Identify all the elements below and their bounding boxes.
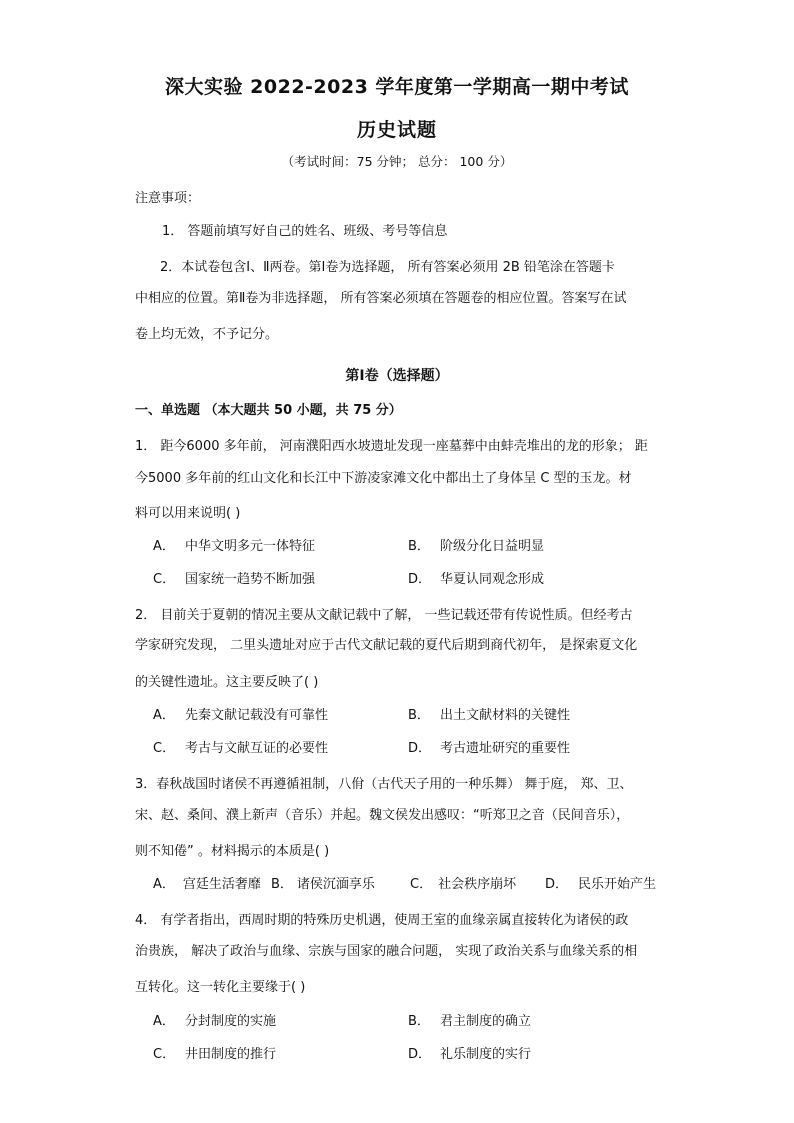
notice-item-2-line-3: 卷上均无效，不予记分。	[135, 327, 279, 342]
option-label: A．	[153, 1014, 175, 1029]
exam-info: （考试时间：75 分钟； 总分： 100 分）	[281, 154, 513, 169]
question-3-option-c[interactable]	[410, 873, 516, 892]
option-label: D．	[408, 741, 432, 756]
notice-heading: 注意事项：	[135, 191, 201, 206]
option-text: 井田制度的推行	[185, 1047, 277, 1062]
question-4-line-2: 治贵族， 解决了政治与血缘、宗族与国家的融合问题， 实现了政治关系与血缘关系的相	[135, 944, 638, 959]
question-3-option-b[interactable]	[271, 873, 375, 892]
option-label: B．	[408, 1014, 430, 1029]
question-3-line-3: 则不知倦” 。材料揭示的本质是( )	[135, 844, 330, 859]
option-label: D．	[408, 1047, 432, 1062]
question-2-option-b[interactable]	[408, 704, 570, 723]
question-4-option-a[interactable]	[153, 1010, 276, 1029]
option-label: B．	[271, 877, 293, 892]
option-label: B．	[408, 539, 430, 554]
question-3-option-a[interactable]	[153, 873, 261, 892]
option-text: 民乐开始产生	[578, 877, 657, 892]
option-text: 宫廷生活奢靡	[182, 877, 261, 892]
option-text: 考古与文献互证的必要性	[185, 741, 329, 756]
option-text: 国家统一趋势不断加强	[185, 572, 316, 587]
question-1-option-c[interactable]	[153, 568, 315, 587]
option-label: A．	[153, 708, 175, 723]
question-2-option-a[interactable]	[153, 704, 328, 723]
option-text: 华夏认同观念形成	[440, 572, 545, 587]
option-label: C．	[153, 741, 176, 756]
option-label: C．	[153, 1047, 176, 1062]
part-heading: 一、单选题 （本大题共 50 小题，共 75 分）	[135, 403, 402, 418]
question-2-option-d[interactable]	[408, 737, 570, 756]
question-2-line-3: 的关键性遗址。这主要反映了( )	[135, 675, 319, 690]
option-label: A．	[153, 539, 175, 554]
subject-title: 历史试题	[356, 119, 437, 141]
question-4-line-1: 4． 有学者指出，西周时期的特殊历史机遇，使周王室的血缘亲属直接转化为诸侯的政	[135, 913, 629, 928]
notice-item-1: 1． 答题前填写好自己的姓名、班级、考号等信息	[162, 224, 448, 239]
question-2-line-2: 学家研究发现， 二里头遗址对应于古代文献记载的夏代后期到商代初年， 是探索夏文化	[135, 638, 638, 653]
option-label: C．	[153, 572, 176, 587]
question-4-option-c[interactable]	[153, 1043, 276, 1062]
option-text: 考古遗址研究的重要性	[440, 741, 571, 756]
option-text: 社会秩序崩坏	[438, 877, 517, 892]
option-text: 先秦文献记载没有可靠性	[185, 708, 329, 723]
question-4-line-3: 互转化。这一转化主要缘于( )	[135, 980, 306, 995]
option-text: 中华文明多元一体特征	[185, 539, 316, 554]
option-text: 君主制度的确立	[440, 1014, 532, 1029]
question-2-line-1: 2． 目前关于夏朝的情况主要从文献记载中了解， 一些记载还带有传说性质。但经考古	[135, 608, 633, 623]
option-text: 出土文献材料的关键性	[440, 708, 571, 723]
option-text: 礼乐制度的实行	[440, 1047, 532, 1062]
option-text: 分封制度的实施	[185, 1014, 277, 1029]
question-3-option-d[interactable]	[545, 873, 656, 892]
option-label: D．	[545, 877, 569, 892]
question-4-option-d[interactable]	[408, 1043, 531, 1062]
question-1-option-a[interactable]	[153, 535, 315, 554]
question-1-option-b[interactable]	[408, 535, 544, 554]
notice-item-2-line-2: 中相应的位置。第Ⅱ卷为非选择题， 所有答案必须填在答题卷的相应位置。答案写在试	[135, 291, 627, 306]
question-1-option-d[interactable]	[408, 568, 544, 587]
question-2-option-c[interactable]	[153, 737, 328, 756]
exam-title: 深大实验 2022-2023 学年度第一学期高一期中考试	[165, 76, 629, 98]
question-1-line-3: 料可以用来说明( )	[135, 506, 241, 521]
option-text: 阶级分化日益明显	[440, 539, 545, 554]
option-label: C．	[410, 877, 433, 892]
question-1-line-1: 1． 距今6000 多年前， 河南濮阳西水坡遗址发现一座墓葬中由蚌壳堆出的龙的形象； 距	[135, 439, 648, 454]
question-4-option-b[interactable]	[408, 1010, 531, 1029]
option-label: A．	[153, 877, 175, 892]
notice-item-2-line-1: 2．本试卷包含Ⅰ、Ⅱ两卷。第Ⅰ卷为选择题， 所有答案必须用 2B 铅笔涂在答题卡	[160, 260, 615, 275]
option-label: B．	[408, 708, 430, 723]
question-3-line-1: 3．春秋战国时诸侯不再遵循祖制，八佾（古代天子用的一种乐舞） 舞于庭， 郑、卫、	[135, 777, 633, 792]
question-3-line-2: 宋、赵、桑间、濮上新声（音乐）并起。魏文侯发出感叹：“听郑卫之音（民间音乐），	[135, 808, 630, 823]
section-title: 第Ⅰ卷（选择题）	[345, 368, 449, 384]
question-1-line-2: 今5000 多年前的红山文化和长江中下游凌家滩文化中都出土了身体呈 C 型的玉龙。材	[135, 471, 632, 486]
option-text: 诸侯沉湎享乐	[296, 877, 375, 892]
option-label: D．	[408, 572, 432, 587]
